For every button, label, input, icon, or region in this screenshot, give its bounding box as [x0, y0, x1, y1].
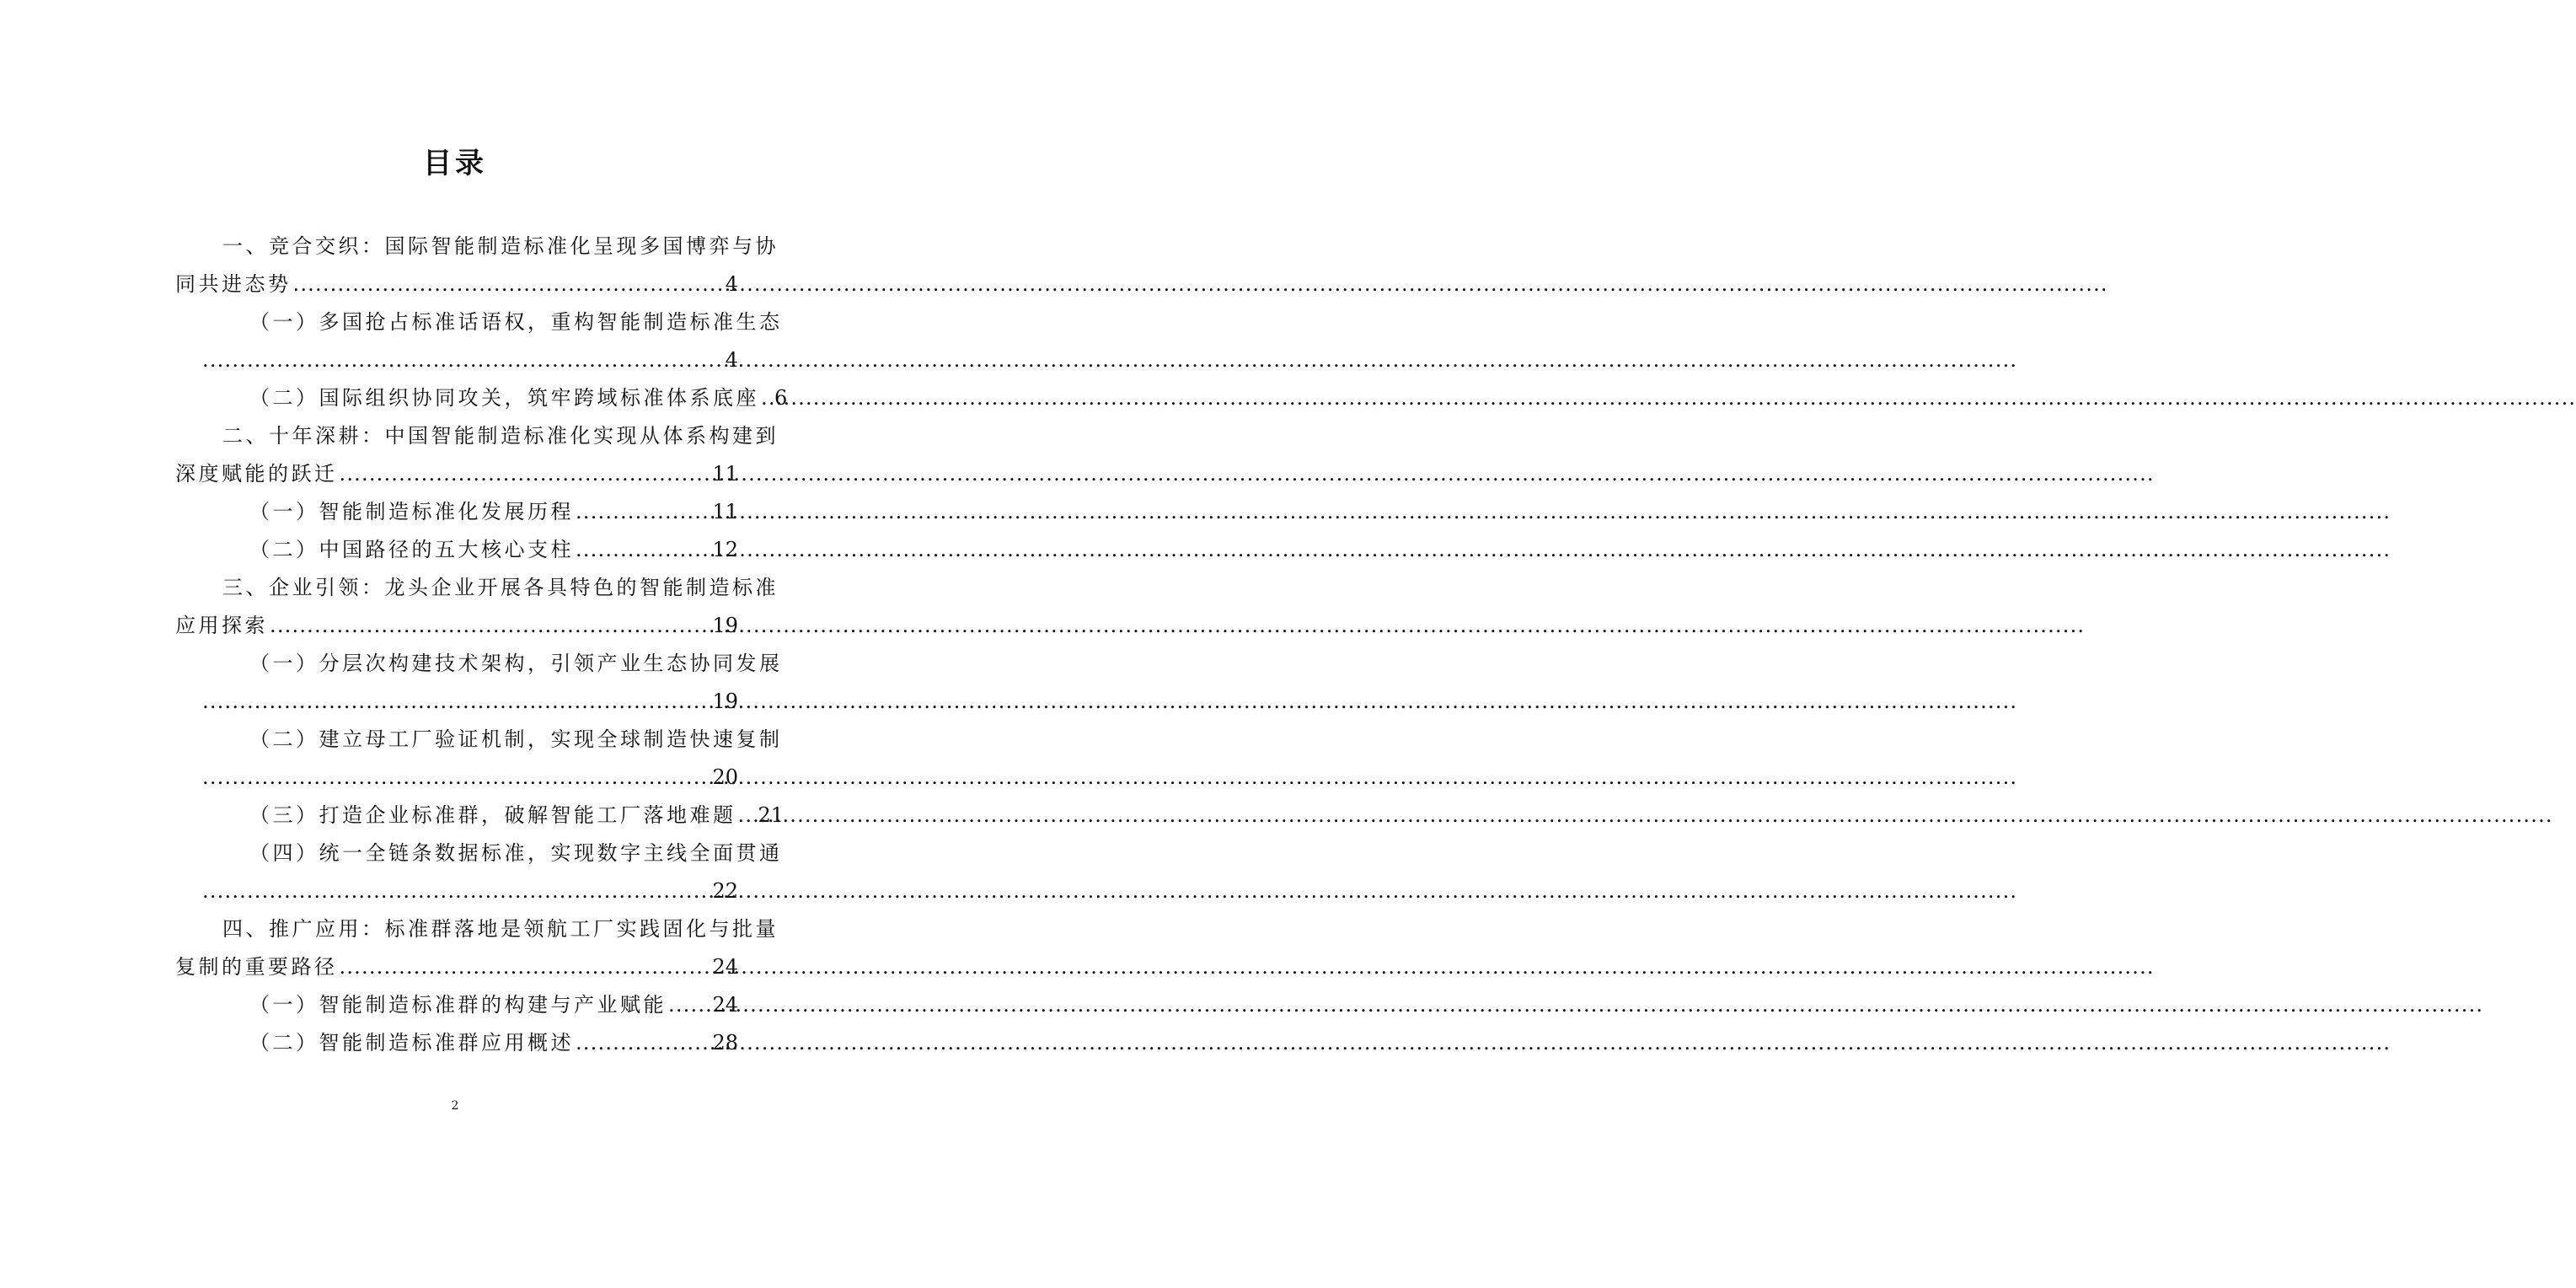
dot-leader [202, 341, 724, 379]
toc-entry-text: （一）多国抢占标准话语权，重构智能制造标准生态 [249, 310, 783, 334]
toc-section-3-line2[interactable] [175, 607, 738, 645]
toc-subsection-1-2[interactable] [175, 379, 788, 417]
dot-leader [340, 455, 711, 493]
toc-entry-text: （二）国际组织协同攻关，筑牢跨域标准体系底座 [249, 386, 759, 410]
toc-entry-text: 二、十年深耕：中国智能制造标准化实现从体系构建到 [222, 424, 779, 448]
toc-entry-text: 三、企业引领：龙头企业开展各具特色的智能制造标准 [222, 576, 779, 599]
toc-page-number: 22 [712, 879, 738, 903]
toc-section-4-line2[interactable] [175, 948, 738, 986]
toc-subsection-1-1-line1[interactable] [175, 303, 783, 341]
toc-page-number: 19 [712, 614, 738, 637]
toc-subsection-3-4-line2[interactable] [175, 872, 738, 910]
toc-subsection-4-1[interactable] [175, 986, 738, 1024]
toc-entry-text: 同共进态势 [175, 272, 292, 296]
toc-page-number: 19 [712, 690, 738, 713]
toc-section-3-line1[interactable] [175, 569, 779, 607]
toc-page-number: 28 [712, 1031, 738, 1055]
toc-page-number: 20 [712, 765, 738, 789]
dot-leader [202, 872, 710, 910]
toc-subsection-4-2[interactable] [175, 1024, 738, 1062]
toc-entry-text: （二）智能制造标准群应用概述 [249, 1031, 574, 1055]
toc-subsection-3-2-line1[interactable] [175, 721, 783, 759]
toc-subsection-2-2[interactable] [175, 531, 738, 569]
toc-entry-text: 复制的重要路径 [175, 955, 338, 979]
page-number: 2 [451, 1099, 459, 1113]
dot-leader [202, 759, 710, 797]
dot-leader [761, 379, 773, 417]
toc-section-1-line1[interactable] [175, 228, 779, 266]
toc-entry-text: （一）分层次构建技术架构，引领产业生态协同发展 [249, 652, 783, 675]
toc-subsection-3-2-line2[interactable] [175, 759, 738, 797]
toc-entry-text: （二）建立母工厂验证机制，实现全球制造快速复制 [249, 727, 783, 751]
dot-leader [576, 531, 710, 569]
toc-subsection-3-4-line1[interactable] [175, 835, 783, 872]
toc-section-4-line1[interactable] [175, 910, 779, 948]
toc-entry-text: 一、竞合交织：国际智能制造标准化呈现多国博弈与协 [222, 234, 779, 258]
toc-page-number: 11 [712, 462, 738, 486]
toc-page-number: 24 [712, 993, 738, 1017]
toc-entry-text: 深度赋能的跃迁 [175, 462, 338, 486]
dot-leader [202, 683, 710, 721]
dot-leader [668, 986, 710, 1024]
toc-page-number: 4 [725, 348, 738, 372]
document-page [0, 0, 910, 1288]
dot-leader [576, 1024, 710, 1062]
dot-leader [293, 266, 724, 303]
toc-entry-text: （一）智能制造标准群的构建与产业赋能 [249, 993, 667, 1017]
dot-leader [340, 948, 711, 986]
table-of-contents [175, 228, 788, 1062]
dot-leader [576, 493, 710, 531]
toc-title: 目录 [423, 147, 487, 180]
toc-entry-text: 应用探索 [175, 614, 268, 637]
toc-page-number: 21 [758, 803, 785, 827]
dot-leader [738, 797, 757, 835]
toc-subsection-3-1-line1[interactable] [175, 645, 783, 683]
toc-page-number: 12 [712, 538, 738, 561]
toc-subsection-3-3[interactable] [175, 797, 785, 835]
toc-entry-text: （四）统一全链条数据标准，实现数字主线全面贯通 [249, 841, 783, 865]
toc-subsection-3-1-line2[interactable] [175, 683, 738, 721]
toc-section-1-line2[interactable] [175, 266, 738, 303]
toc-subsection-2-1[interactable] [175, 493, 738, 531]
toc-page-number: 24 [712, 955, 738, 979]
toc-entry-text: （一）智能制造标准化发展历程 [249, 500, 574, 523]
toc-page-number: 11 [712, 500, 738, 523]
dot-leader [270, 607, 710, 645]
toc-entry-text: （二）中国路径的五大核心支柱 [249, 538, 574, 561]
toc-page-number: 6 [774, 386, 788, 410]
toc-subsection-1-1-line2[interactable] [175, 341, 738, 379]
toc-section-2-line2[interactable] [175, 455, 738, 493]
toc-section-2-line1[interactable] [175, 417, 779, 455]
toc-page-number: 4 [725, 272, 738, 296]
toc-entry-text: 四、推广应用：标准群落地是领航工厂实践固化与批量 [222, 917, 779, 941]
toc-entry-text: （三）打造企业标准群，破解智能工厂落地难题 [249, 803, 736, 827]
